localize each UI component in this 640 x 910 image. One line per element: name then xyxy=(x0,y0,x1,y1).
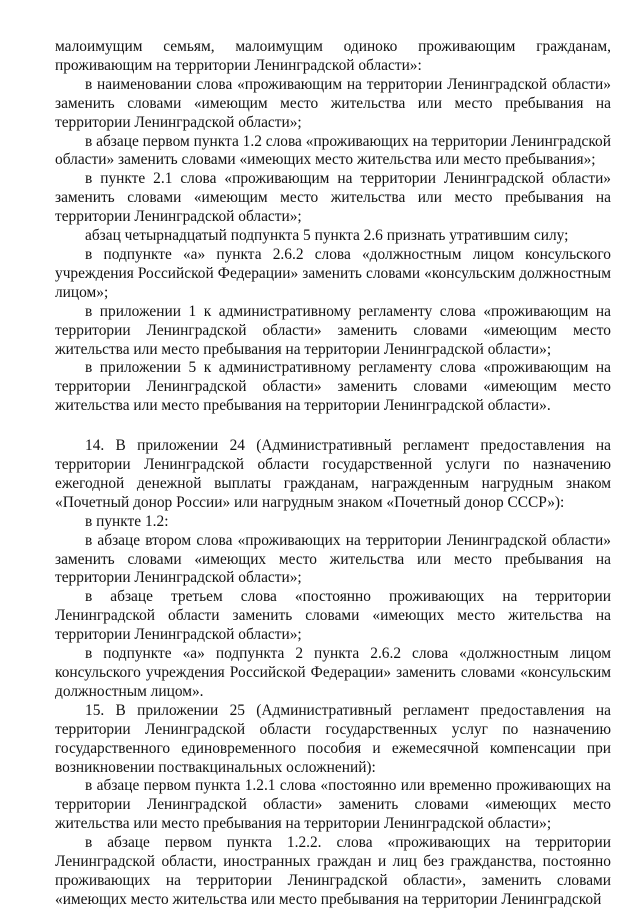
paragraph-continuation: малоимущим семьям, малоимущим одиноко проживающим гражданам, проживающим на территории Ленинградской области»: xyxy=(55,38,611,74)
paragraph: в приложении 5 к административному регламенту слова «проживающим на территории Ленинградской области» заменить словами «имеющим место жительства или место пребывания на территории Ленинградской области». xyxy=(55,359,611,415)
section-heading-15: 15. В приложении 25 (Административный регламент предоставления на территории Ленинградской области государственных услуг по назначению государственного единовременного пособия и ежемесячной компенсации при возникновении поствакцинальных осложнений): xyxy=(55,701,611,776)
section-heading-14: 14. В приложении 24 (Административный регламент предоставления на территории Ленинградской области государственной услуги по назначению ежегодной денежной выплаты гражданам, награжденным нагрудным знаком «Почетный донор России» или нагрудным знаком «Почетный донор СССР»): xyxy=(55,437,611,511)
paragraph: в абзаце первом пункта 1.2.1 слова «постоянно или временно проживающих на территории Ленинградской области» заменить словами «имеющих место жительства или место пребывания на территории Ленинградской области»; xyxy=(55,777,611,833)
paragraph: в наименовании слова «проживающим на территории Ленинградской области» заменить словами «имеющим место жительства или место пребывания на территории Ленинградской области»; xyxy=(55,75,611,131)
section-gap xyxy=(55,416,611,437)
paragraph: абзац четырнадцатый подпункта 5 пункта 2.6 признать утратившим силу; xyxy=(85,227,569,245)
paragraph: в пункте 2.1 слова «проживающим на территории Ленинградской области» заменить словами «имеющим место жительства или место пребывания на территории Ленинградской области»; xyxy=(55,170,611,226)
paragraph: в абзаце первом пункта 1.2.2. слова «проживающих на территории Ленинградской области, иностранных граждан и лиц без гражданства, постоянно проживающих на территории Ленинградской области», заменить словами «имеющих место жительства или место пребывания на территории Ленинградской xyxy=(55,834,611,908)
document-page xyxy=(55,38,611,910)
paragraph: в абзаце третьем слова «постоянно проживающих на территории Ленинградской области заменить словами «имеющих место жительства на территории Ленинградской области»; xyxy=(55,588,611,644)
paragraph: в подпункте «а» пункта 2.6.2 слова «должностным лицом консульского учреждения Российской Федерации» заменить словами «консульским должностным лицом»; xyxy=(55,245,611,301)
paragraph: в приложении 1 к административному регламенту слова «проживающим на территории Ленинградской области» заменить словами «имеющим место жительства или место пребывания на территории Ленинградской области»; xyxy=(55,302,611,358)
paragraph: в подпункте «а» подпункта 2 пункта 2.6.2 слова «должностным лицом консульского учреждения Российской Федерации» заменить словами «консульским должностным лицом». xyxy=(55,645,611,700)
paragraph: в пункте 1.2: xyxy=(85,512,169,530)
paragraph: в абзаце втором слова «проживающих на территории Ленинградской области» заменить словами «имеющих место жительства или место пребывания на территории Ленинградской области»; xyxy=(55,531,611,587)
paragraph: в абзаце первом пункта 1.2 слова «проживающих на территории Ленинградской области» заменить словами «имеющих место жительства или место пребывания»; xyxy=(55,132,611,169)
